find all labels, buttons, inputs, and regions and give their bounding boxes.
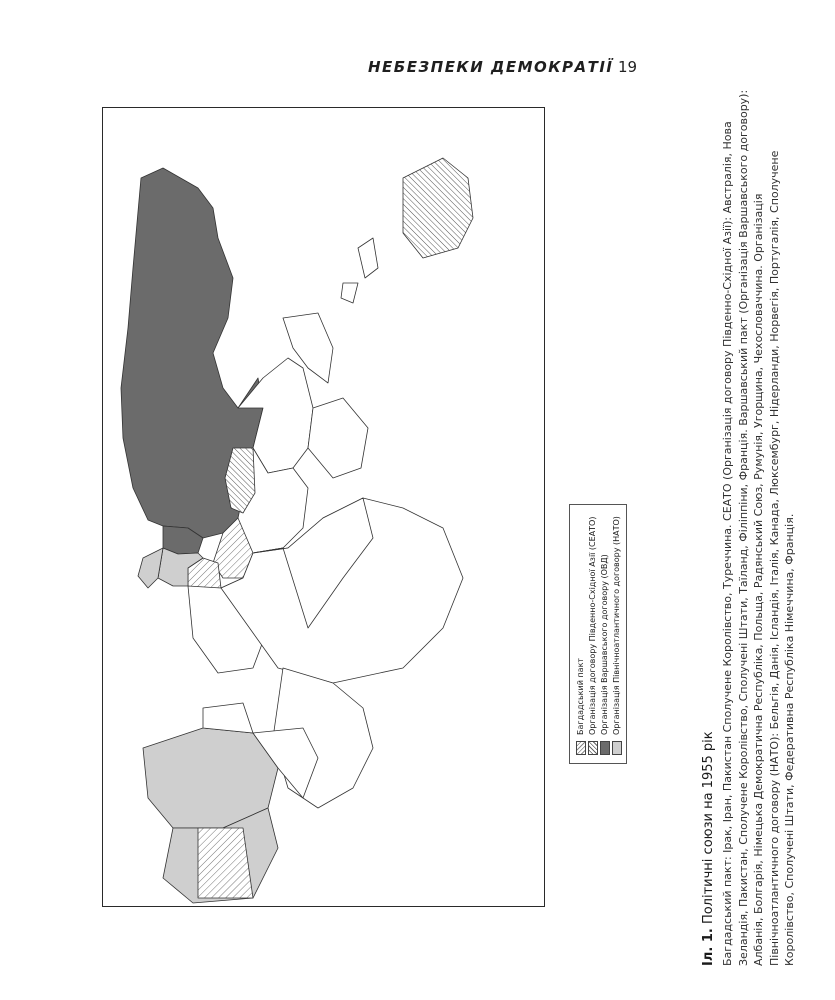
running-title: НЕБЕЗПЕКИ ДЕМОКРАТІЇ <box>368 58 614 76</box>
legend-swatch-baghdad <box>576 741 586 755</box>
legend-item <box>599 513 611 755</box>
caption-label: Іл. 1. <box>701 928 716 966</box>
map-figure <box>102 107 621 907</box>
legend-swatch-warsaw <box>600 741 610 755</box>
legend-item <box>611 513 623 755</box>
legend-item <box>575 513 587 755</box>
legend-label: Організація договору Південно-Східної Азії (СЕАТО) <box>588 516 597 735</box>
caption-body: Багдадський пакт: Ірак, Іран, Пакистан Сполучене Королівство, Туреччина. СЕАТО (Організація договору Південно-Східної Азії): Австралія, Нова Зеландія, Пакистан, Сполучене Королівство, Сполучені Штати, Таїланд, Філіппіни, Франція. Варшавський пакт (Організація Варшавського договору): Албанія, Болгарія, Німецька Демократична Республіка, Польща, Радянський Союз, Румунія, Угорщина, Чехословаччина. Організація Північноатлантичного договору (НАТО): Бельгія, Данія, Ісландія, Італія, Канада, Люксембург, Нідерланди, Норвегія, Португалія, Сполучене Королівство, Сполучені Штати, Федеративна Республіка Німеччина, Франція. <box>721 89 796 966</box>
legend-swatch-nato <box>612 741 622 755</box>
legend-label: Багдадський пакт <box>576 657 585 735</box>
legend-swatch-seato <box>588 741 598 755</box>
legend-item <box>587 513 599 755</box>
legend-label: Організація Північноатлантичного договору (НАТО) <box>612 516 621 735</box>
page-number: 19 <box>618 58 638 76</box>
caption-title <box>700 81 717 966</box>
legend-label: Організація Варшавського договору (ОВД) <box>600 554 609 735</box>
caption-title-text: Політичні союзи на 1955 рік <box>701 731 716 925</box>
figure-caption <box>700 81 835 966</box>
world-map <box>103 108 546 908</box>
map-legend <box>569 504 627 764</box>
